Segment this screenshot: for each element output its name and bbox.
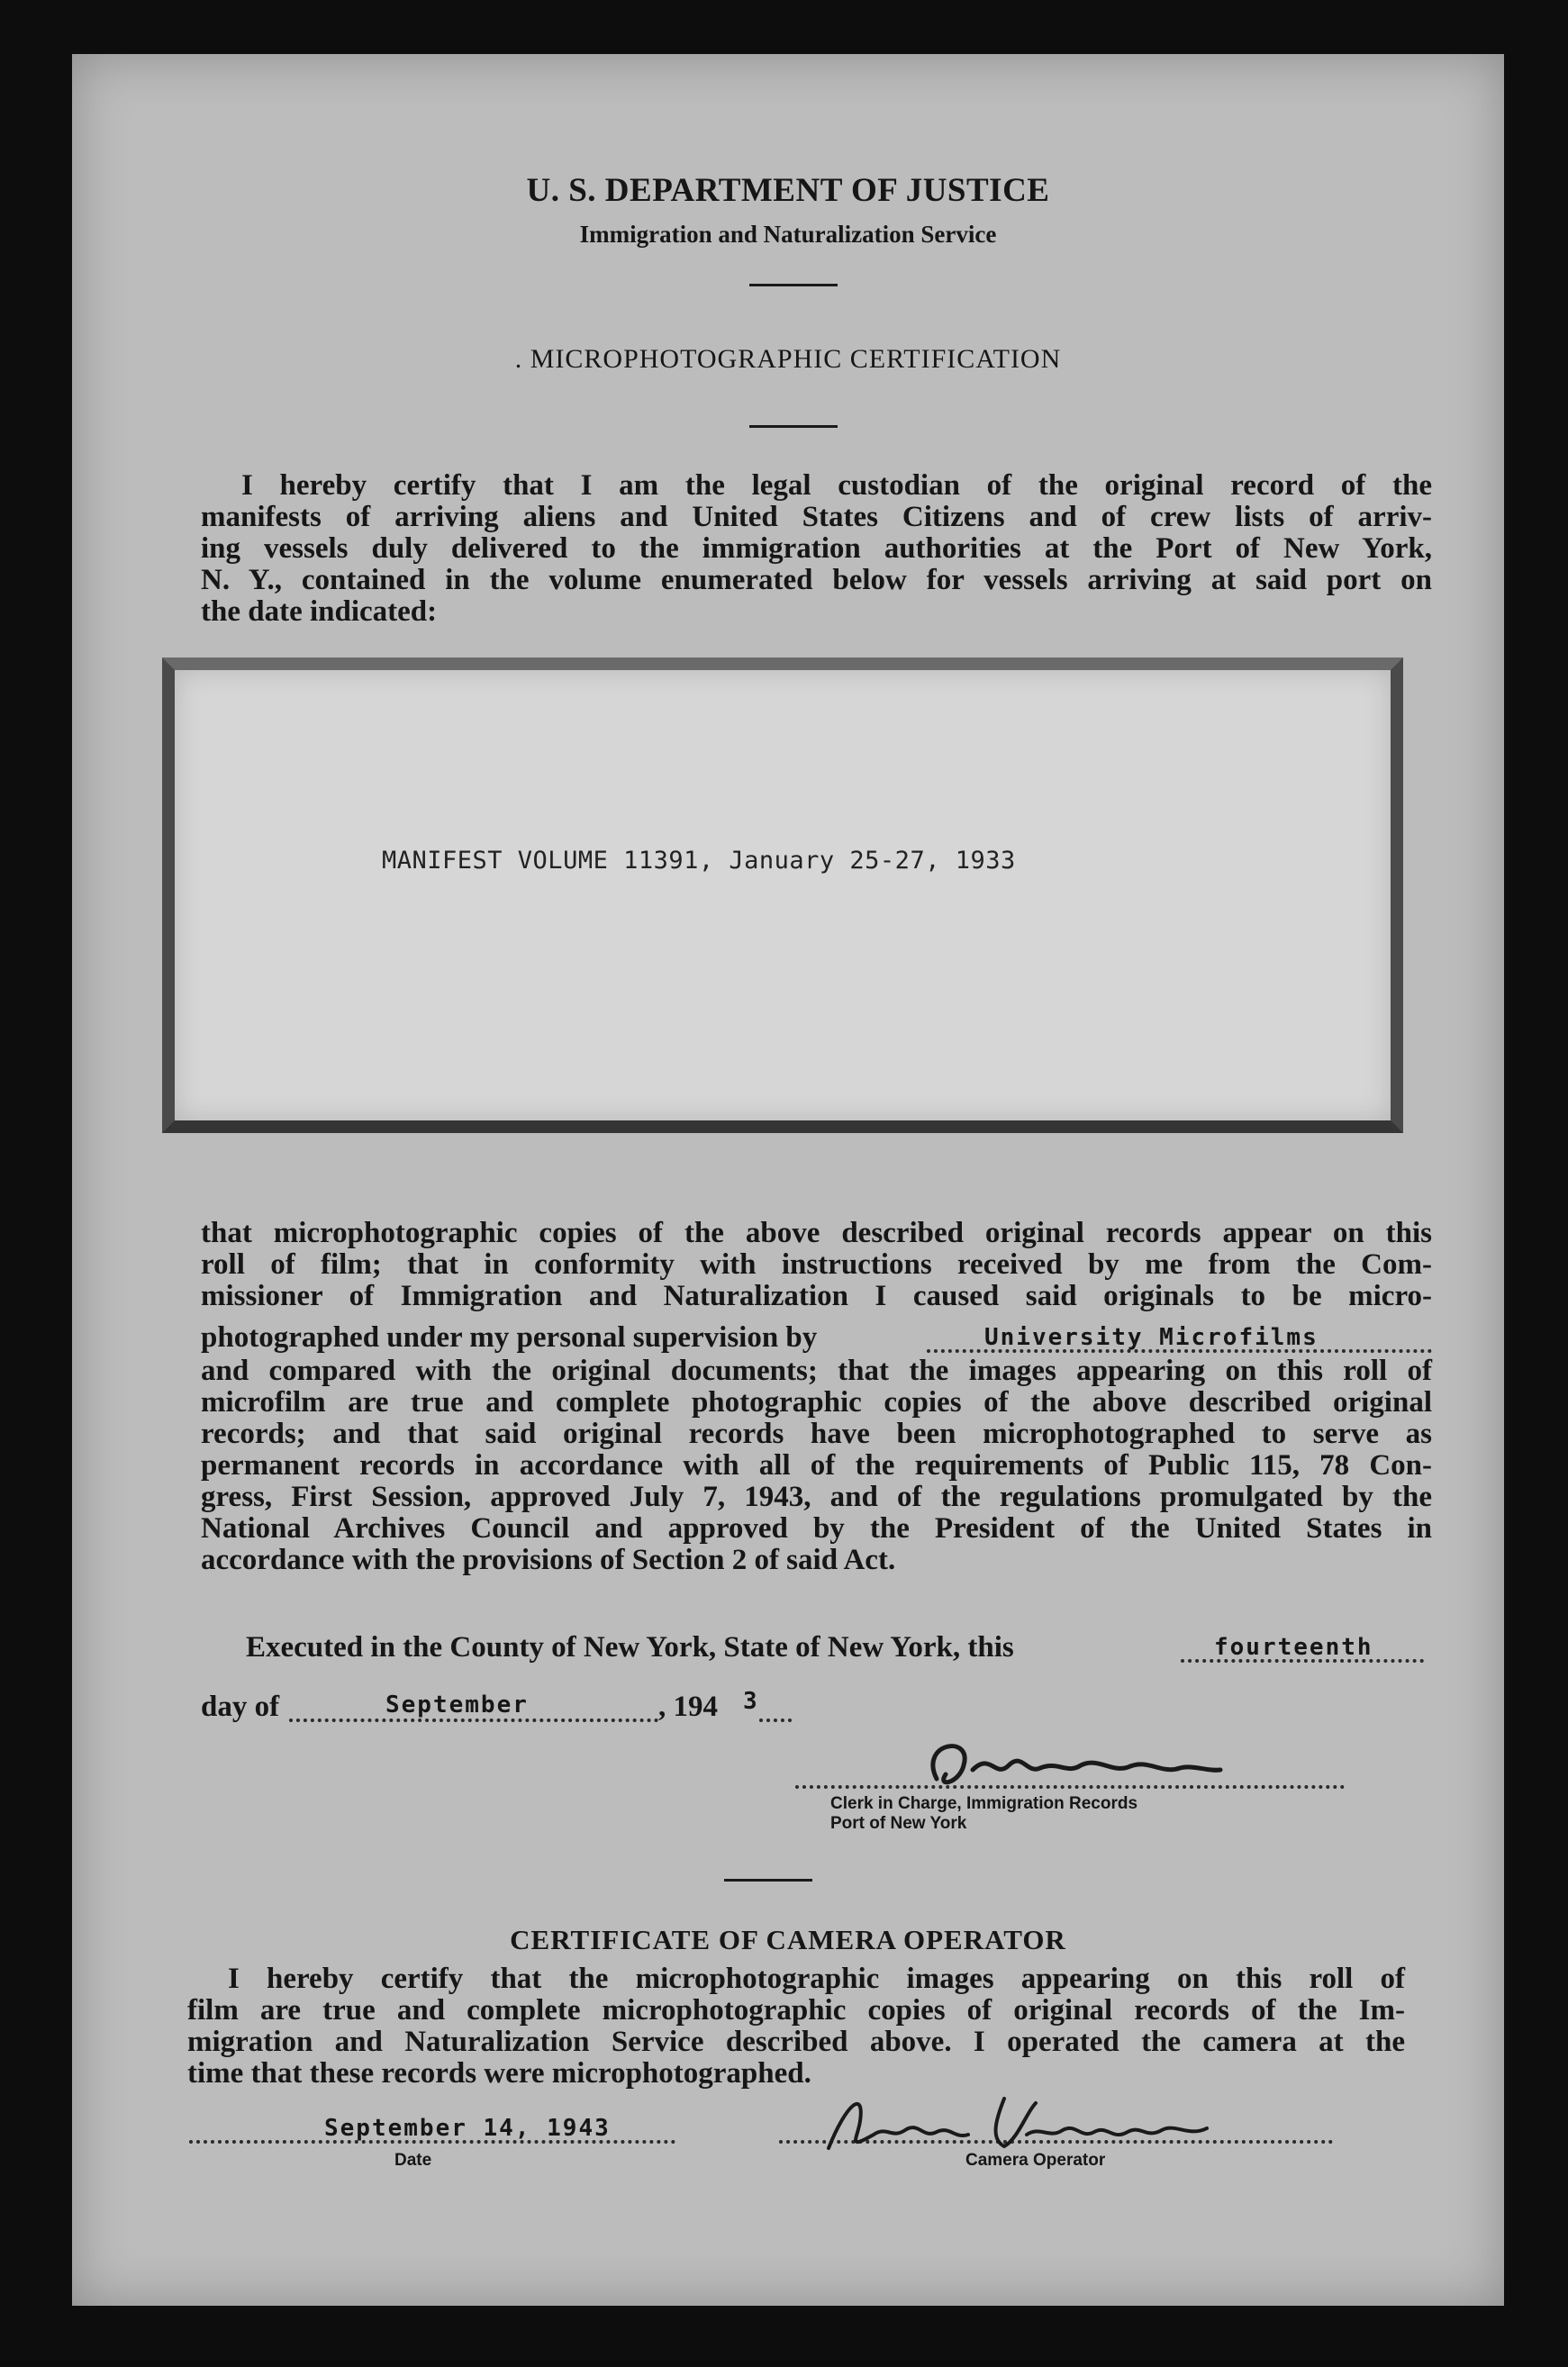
- clerk-title-line1: Clerk in Charge, Immigration Records: [830, 1794, 1138, 1813]
- camera-paragraph: [187, 1963, 1405, 2090]
- divider-title: [749, 425, 838, 428]
- clerk-title-line2: Port of New York: [830, 1814, 967, 1833]
- year-blank: [759, 1719, 792, 1722]
- camera-line: time that these records were microphotographed.: [187, 2057, 811, 2090]
- certificate-page: [72, 54, 1504, 2306]
- divider-top: [749, 284, 838, 286]
- month-blank: [289, 1719, 658, 1722]
- clerk-title: [830, 1794, 1137, 1834]
- body-line: National Archives Council and approved by the President of the United States in: [201, 1512, 1432, 1545]
- manifest-volume-text: MANIFEST VOLUME 11391, January 25-27, 1933: [382, 847, 1016, 875]
- day-of-label: day of: [201, 1691, 280, 1723]
- intro-paragraph: [201, 470, 1432, 628]
- body-line: microfilm are true and complete photographic copies of the above described original: [201, 1386, 1432, 1419]
- body-paragraph-continued: [201, 1356, 1432, 1576]
- camera-line: film are true and complete microphotographic copies of original records of the Im-: [187, 1994, 1405, 2027]
- body-line: gress, First Session, approved July 7, 1943, and of the regulations promulgated by the: [201, 1481, 1432, 1513]
- intro-line: I hereby certify that I am the legal custodian of the original record of the: [241, 469, 1432, 502]
- executed-line: [201, 1632, 1432, 1668]
- body-line: roll of film; that in conformity with instructions received by me from the Com-: [201, 1248, 1432, 1281]
- camera-operator-heading: CERTIFICATE OF CAMERA OPERATOR: [510, 1924, 1066, 1955]
- date-label: Date: [394, 2151, 432, 2170]
- intro-line: the date indicated:: [201, 595, 438, 628]
- camera-line: migration and Naturalization Service described above. I operated the camera at the: [187, 2026, 1405, 2058]
- intro-line: manifests of arriving aliens and United States Citizens and of crew lists of arriv-: [201, 501, 1432, 533]
- body-line: and compared with the original documents; that the images appearing on this roll of: [201, 1355, 1432, 1387]
- month-value: September: [385, 1691, 529, 1719]
- body-line: records; and that said original records have been microphotographed to serve as: [201, 1418, 1432, 1450]
- camera-line: I hereby certify that the microphotographic images appearing on this roll of: [228, 1963, 1405, 1995]
- manifest-volume-card: [162, 658, 1403, 1133]
- intro-line: N. Y., contained in the volume enumerated below for vessels arriving at said port on: [201, 564, 1432, 596]
- divider-camera: [724, 1879, 812, 1882]
- body-line: that microphotographic copies of the above described original records appear on this: [201, 1217, 1432, 1249]
- operator-label: Camera Operator: [965, 2151, 1106, 2170]
- body-line: permanent records in accordance with all of the requirements of Public 115, 78 Con-: [201, 1449, 1432, 1482]
- month-line: [201, 1688, 1432, 1728]
- day-value: fourteenth: [1214, 1634, 1373, 1661]
- supervision-filler: University Microfilms: [984, 1324, 1319, 1351]
- document-title: . MICROPHOTOGRAPHIC CERTIFICATION: [514, 344, 1062, 374]
- executed-prefix: Executed in the County of New York, State of New York, this: [246, 1631, 1014, 1664]
- service-subheading: Immigration and Naturalization Service: [579, 221, 997, 248]
- intro-line: ing vessels duly delivered to the immigration authorities at the Port of New York,: [201, 532, 1432, 565]
- body-line: accordance with the provisions of Section 2 of said Act.: [201, 1544, 896, 1576]
- department-heading: U. S. DEPARTMENT OF JUSTICE: [526, 172, 1050, 209]
- supervision-prefix: photographed under my personal supervision by: [201, 1321, 818, 1354]
- supervision-line: [201, 1322, 1432, 1358]
- year-digit: 3: [743, 1688, 759, 1715]
- body-line: missioner of Immigration and Naturalization I caused said originals to be micro-: [201, 1280, 1432, 1312]
- year-prefix: , 194: [658, 1691, 718, 1723]
- body-paragraph: [201, 1218, 1432, 1312]
- date-value: September 14, 1943: [324, 2115, 611, 2142]
